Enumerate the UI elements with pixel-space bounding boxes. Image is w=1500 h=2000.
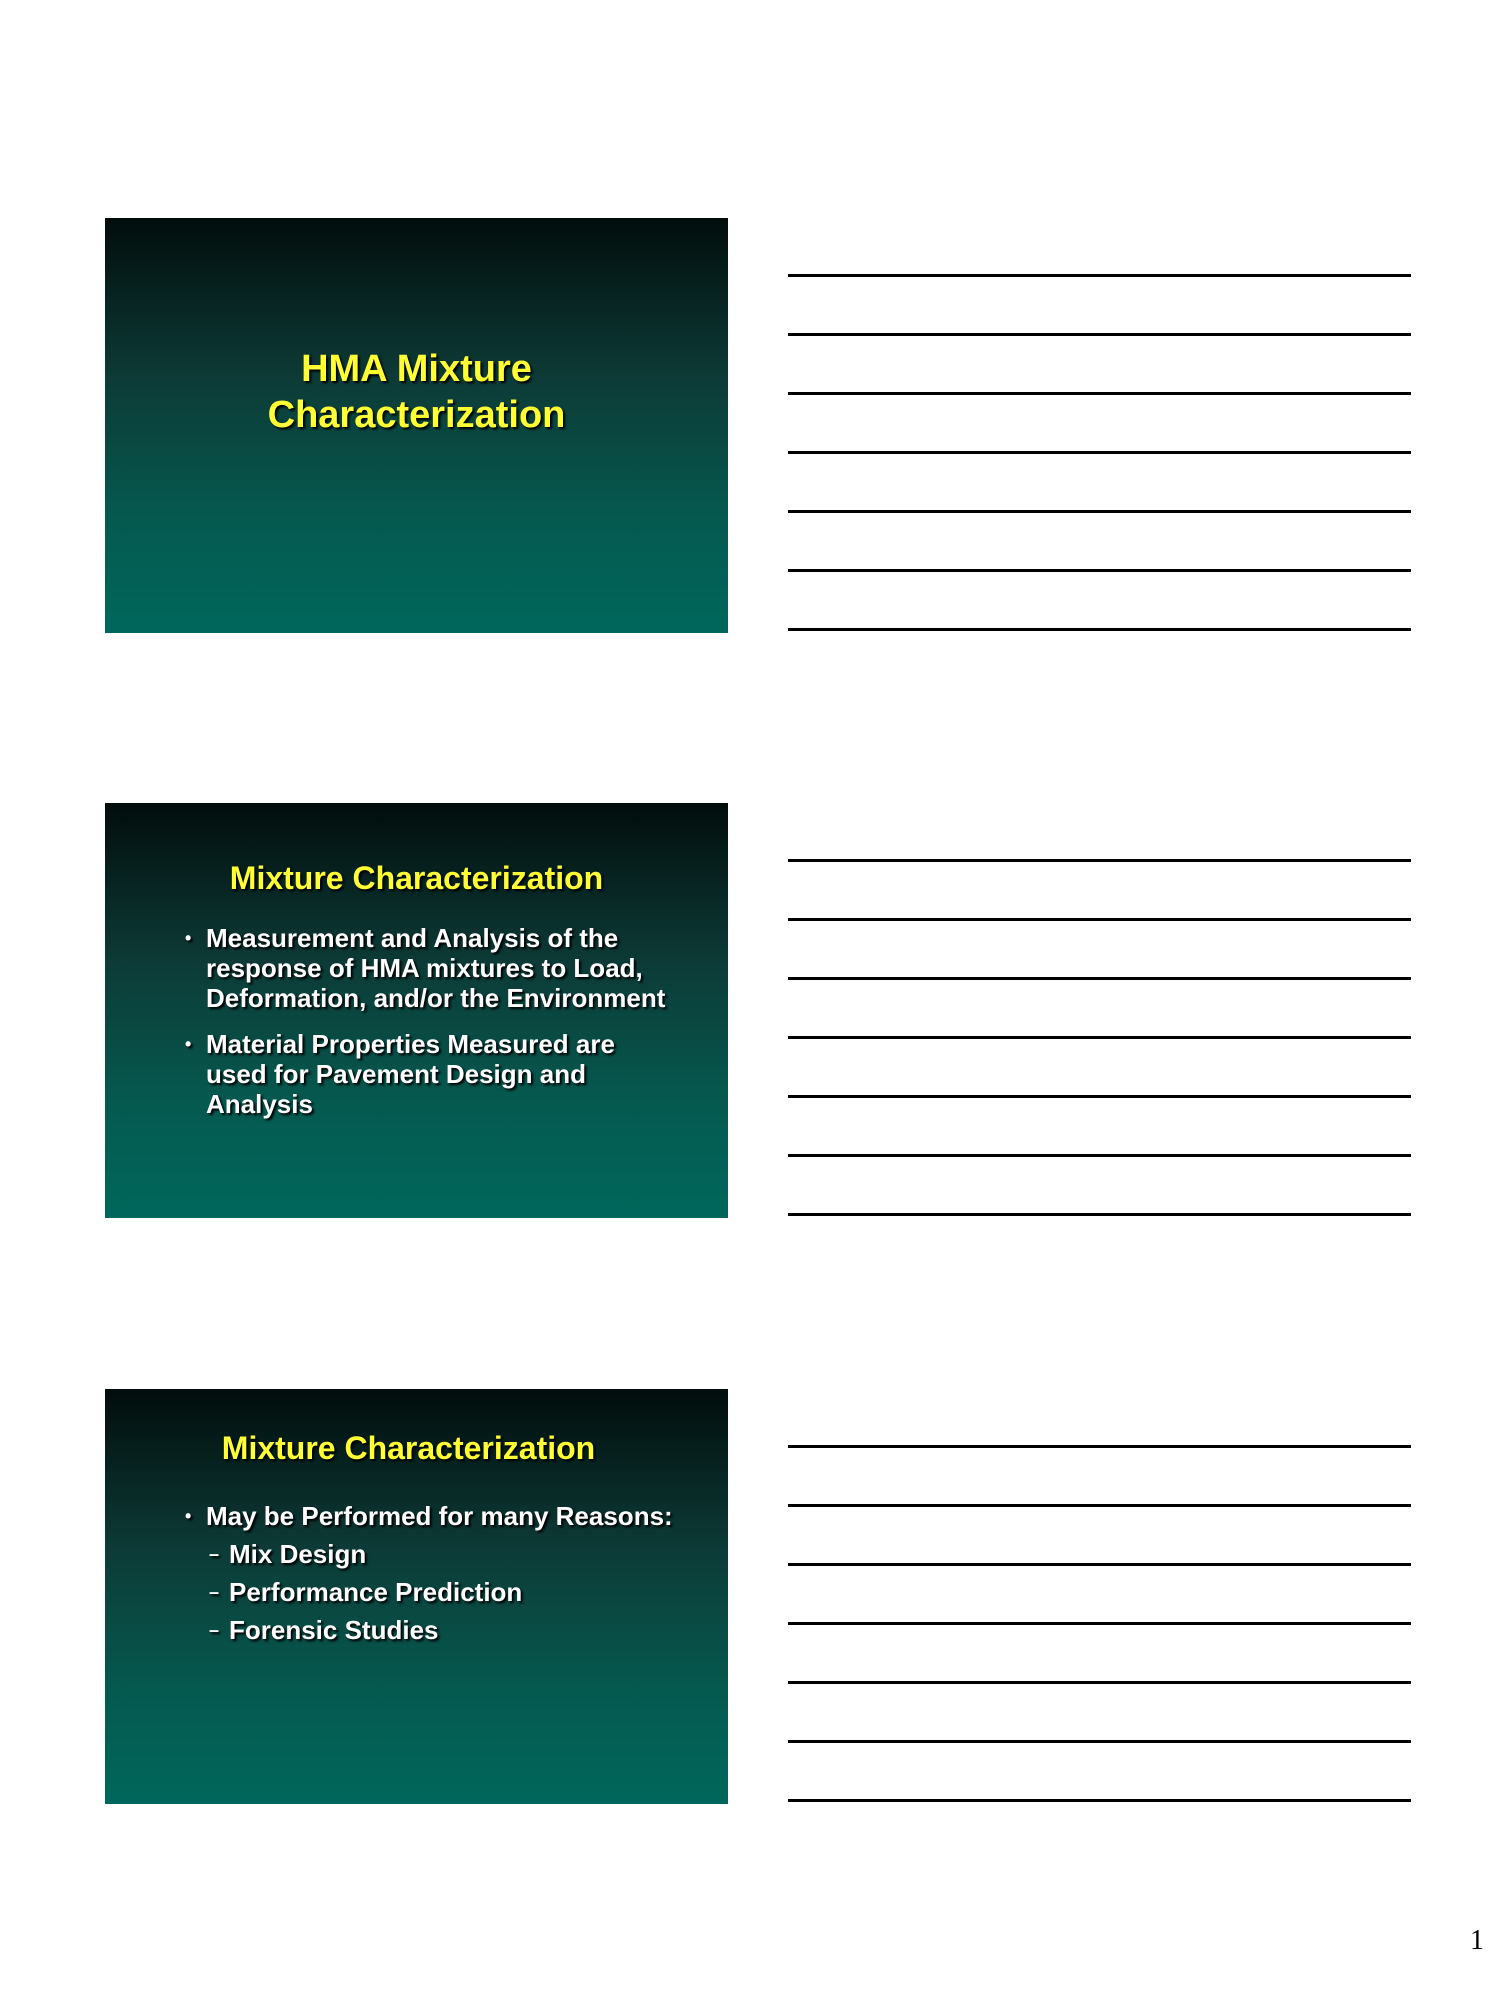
slide-1-title-line-2: Characterization [267,394,566,436]
note-line [788,1740,1411,1743]
slide-2-title: Mixture Characterization [229,860,604,896]
slide-3-bullets [185,1501,678,1645]
bullet-text: May be Performed for many Reasons: [206,1501,673,1531]
slide-3 [105,1389,728,1804]
note-line [788,392,1411,395]
sub-item-text: Performance Prediction [229,1577,523,1607]
bullet-item [185,1029,678,1119]
slide-1-title-line-1: HMA Mixture [301,348,532,390]
note-line [788,451,1411,454]
sub-item-text: Forensic Studies [229,1615,439,1645]
sub-item-mix-design [185,1539,678,1569]
dash-icon: – [209,1544,220,1564]
note-line [788,1095,1411,1098]
slide-1-title [105,346,728,438]
note-line [788,1445,1411,1448]
note-line [788,1681,1411,1684]
slide-3-title: Mixture Characterization [221,1430,596,1466]
note-line [788,1799,1411,1802]
note-line [788,918,1411,921]
page-number: 1 [1470,1925,1484,1956]
note-line [788,1213,1411,1216]
bullet-text: Measurement and Analysis of the response of HMA mixtures to Load, Deformation, and/or the Environment [206,923,666,1013]
note-line [788,1036,1411,1039]
slide-2 [105,803,728,1218]
note-line [788,333,1411,336]
slide-2-bullets [185,923,678,1119]
bullet-text: Material Properties Measured are used for Pavement Design and Analysis [206,1029,615,1119]
bullet-icon: • [185,1034,192,1054]
note-line [788,510,1411,513]
bullet-icon: • [185,1506,192,1526]
note-line [788,859,1411,862]
note-line [788,274,1411,277]
slide-1 [105,218,728,633]
sub-item-performance-prediction [185,1577,678,1607]
dash-icon: – [209,1620,220,1640]
note-line [788,977,1411,980]
bullet-item [185,923,678,1013]
bullet-item [185,1501,678,1531]
sub-item-text: Mix Design [229,1539,367,1569]
sub-item-forensic-studies [185,1615,678,1645]
note-line [788,1563,1411,1566]
bullet-icon: • [185,928,192,948]
note-line [788,1154,1411,1157]
dash-icon: – [209,1582,220,1602]
note-line [788,569,1411,572]
note-line [788,628,1411,631]
note-line [788,1622,1411,1625]
note-line [788,1504,1411,1507]
